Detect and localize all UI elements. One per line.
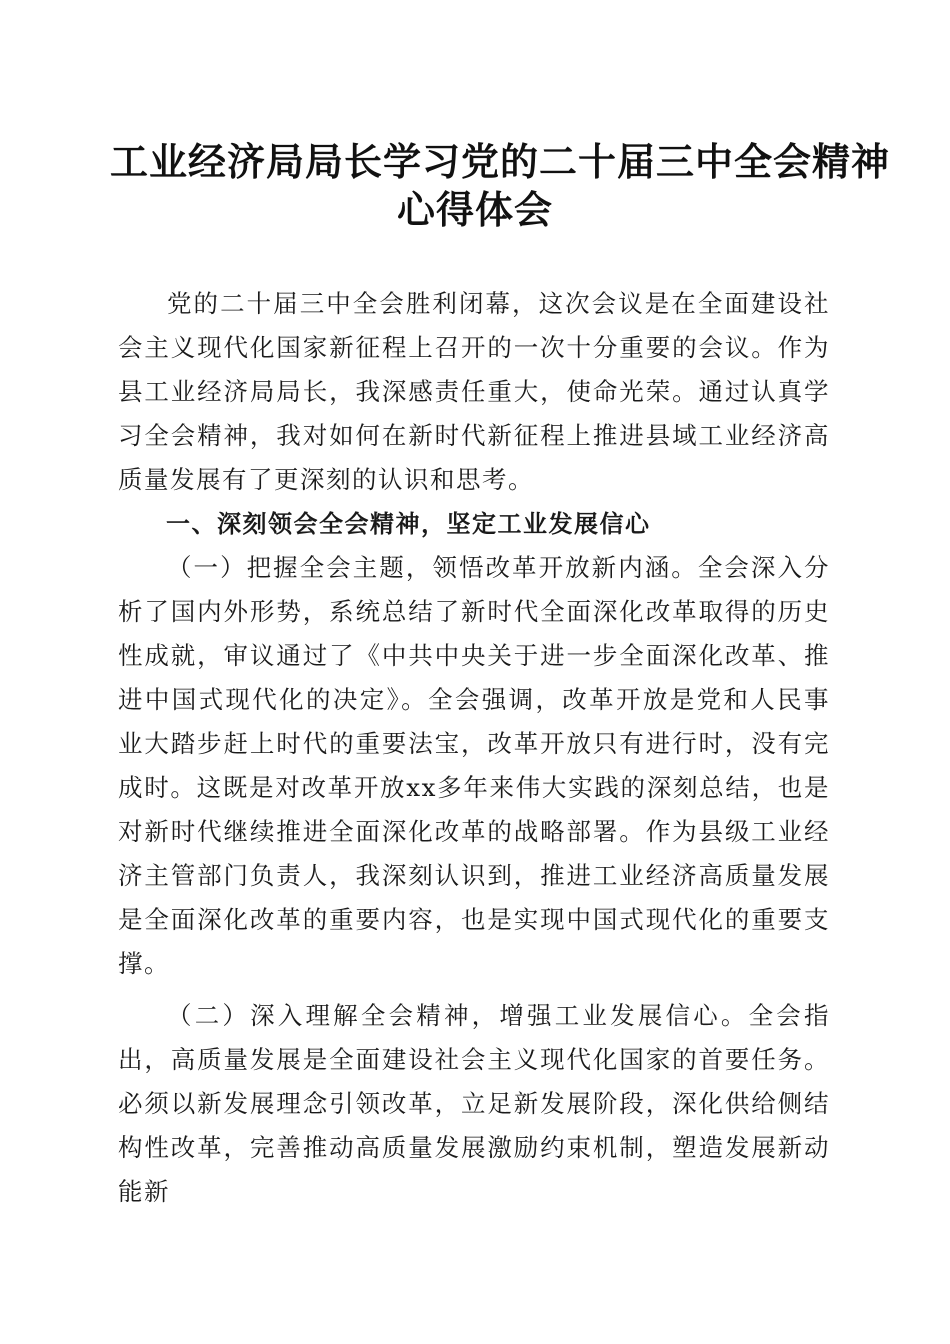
paragraph-1: （一）把握全会主题，领悟改革开放新内涵。全会深入分析了国内外形势，系统总结了新时代全面深化改革取得的历史性成就，审议通过了《中共中央关于进一步全面深化改革、推进中国式现代化的决定》。全会强调，改革开放是党和人民事业大踏步赶上时代的重要法宝，改革开放只有进行时，没有完成时。这既是对改革开放xx多年来伟大实践的深刻总结，也是对新时代继续推进全面深化改革的战略部署。作为县级工业经济主管部门负责人，我深刻认识到，推进工业经济高质量发展是全面深化改革的重要内容，也是实现中国式现代化的重要支撑。 [118,553,830,978]
document-body [118,282,830,1214]
title-line-2: 心得体会 [396,187,553,232]
title-line-1: 工业经济局局长学习党的二十届三中全会精神 [110,139,891,184]
intro-paragraph: 党的二十届三中全会胜利闭幕，这次会议是在全面建设社会主义现代化国家新征程上召开的一次十分重要的会议。作为县工业经济局局长，我深感责任重大，使命光荣。通过认真学习全会精神，我对如何在新时代新征程上推进县域工业经济高质量发展有了更深刻的认识和思考。 [118,289,830,494]
paragraph-2: （二）深入理解全会精神，增强工业发展信心。全会指出，高质量发展是全面建设社会主义现代化国家的首要任务。必须以新发展理念引领改革，立足新发展阶段，深化供给侧结构性改革，完善推动高质量发展激励约束机制，塑造发展新动能新 [118,1001,830,1206]
document-title [110,138,891,234]
section-heading-1: 一、深刻领会全会精神，坚定工业发展信心 [166,510,651,538]
